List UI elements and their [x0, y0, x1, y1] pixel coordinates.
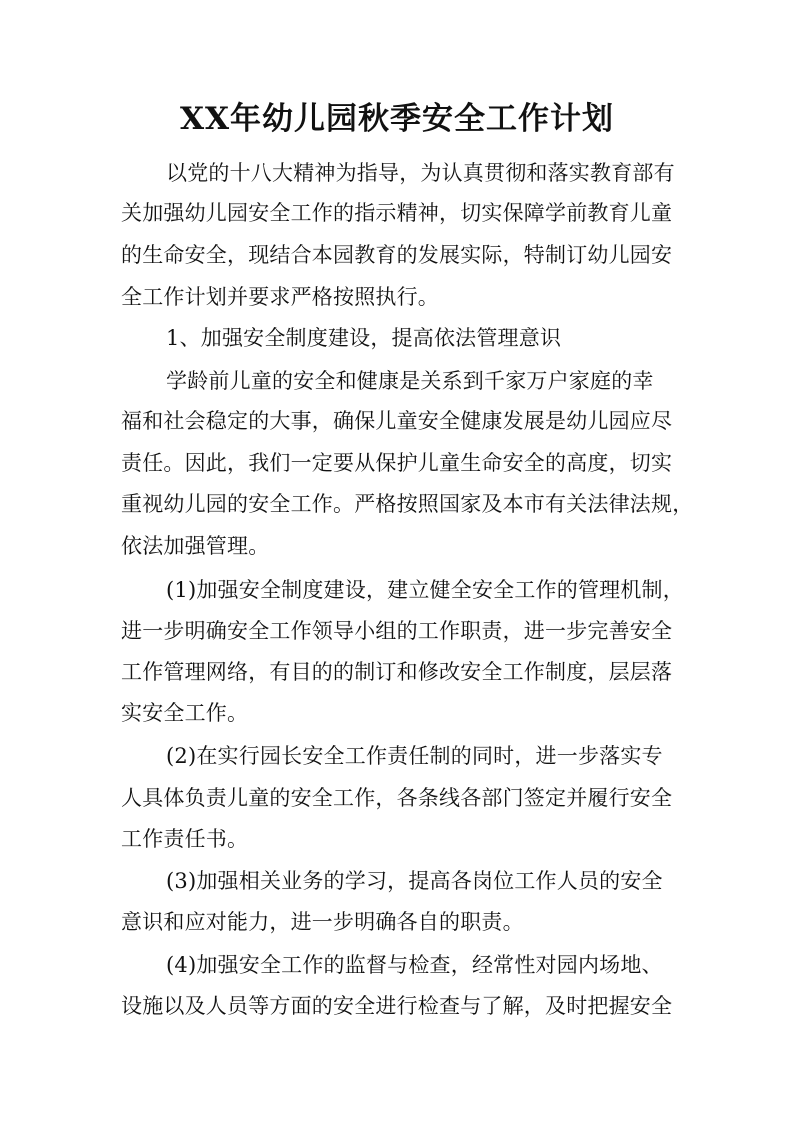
paragraph-line: 依法加强管理。: [121, 534, 270, 558]
paragraph-line: 人具体负责儿童的安全工作，各条线各部门签定并履行安全: [121, 786, 673, 810]
paragraph-line: 进一步明确安全工作领导小组的工作职责，进一步完善安全: [121, 619, 673, 643]
paragraph-line: (3)加强相关业务的学习，提高各岗位工作人员的安全: [166, 869, 663, 893]
paragraph-line: 以党的十八大精神为指导，为认真贯彻和落实教育部有: [166, 161, 675, 185]
paragraph-line: 全工作计划并要求严格按照执行。: [121, 285, 439, 309]
paragraph-line: 工作管理网络，有目的的制订和修改安全工作制度，层层落: [121, 660, 673, 684]
paragraph-line: 设施以及人员等方面的安全进行检查与了解，及时把握安全: [121, 994, 673, 1018]
paragraph-line: 关加强幼儿园安全工作的指示精神，切实保障学前教育儿童: [121, 201, 673, 225]
section-heading: 1、加强安全制度建设，提高依法管理意识: [166, 326, 562, 350]
paragraph-line: 的生命安全，现结合本园教育的发展实际，特制订幼儿园安: [121, 243, 673, 267]
paragraph-line: (1)加强安全制度建设，建立健全安全工作的管理机制，: [166, 578, 684, 602]
paragraph-line: 责任。因此，我们一定要从保护儿童生命安全的高度，切实: [121, 451, 673, 475]
paragraph-line: 重视幼儿园的安全工作。严格按照国家及本市有关法律法规，: [121, 492, 694, 516]
paragraph-line: 工作责任书。: [121, 827, 249, 851]
paragraph-line: 实安全工作。: [121, 701, 249, 725]
paragraph-line: 意识和应对能力，进一步明确各自的职责。: [121, 910, 524, 934]
paragraph-line: 学龄前儿童的安全和健康是关系到千家万户家庭的幸: [166, 369, 654, 393]
paragraph-line: (4)加强安全工作的监督与检查，经常性对园内场地、: [166, 953, 663, 977]
document-title: XX年幼儿园秋季安全工作计划: [179, 101, 615, 137]
paragraph-line: 福和社会稳定的大事，确保儿童安全健康发展是幼儿园应尽: [121, 409, 673, 433]
paragraph-line: (2)在实行园长安全工作责任制的同时，进一步落实专: [166, 744, 663, 768]
